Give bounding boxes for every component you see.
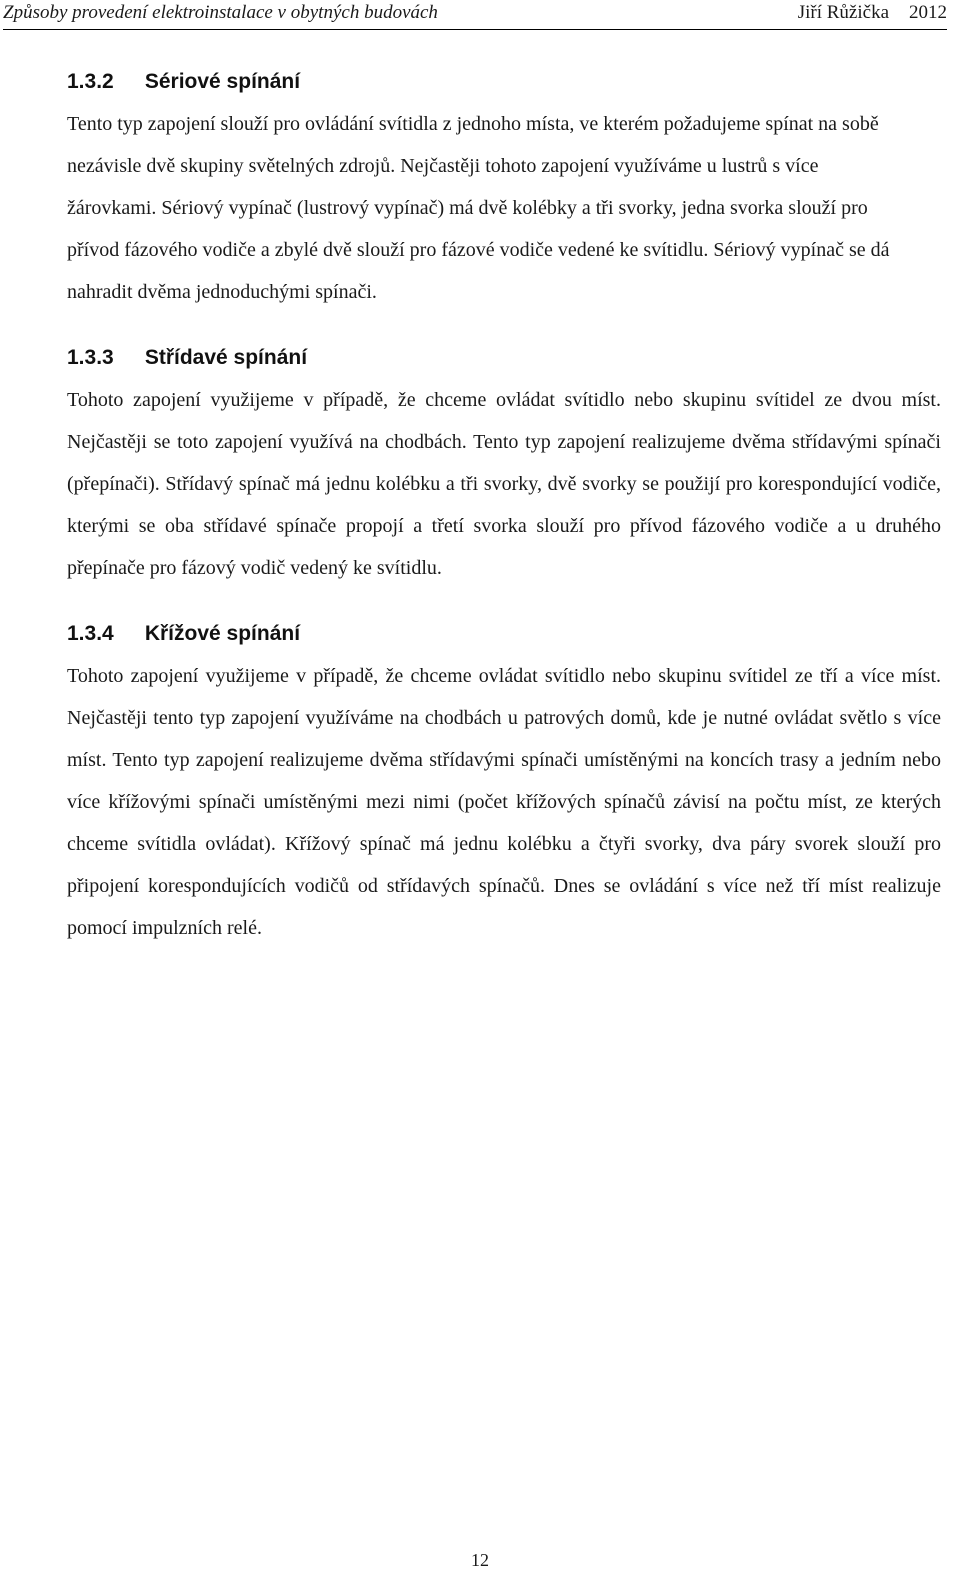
- page-content: [67, 61, 941, 949]
- page-number: 12: [471, 1550, 489, 1570]
- section-heading: [67, 613, 941, 655]
- section-title: Střídavé spínání: [144, 346, 308, 369]
- section-number: 1.3.3: [67, 346, 114, 369]
- section-title: Křížové spínání: [144, 622, 301, 645]
- author-name: Jiří Růžička: [797, 2, 889, 23]
- section-serial-switching: [67, 61, 941, 313]
- section-gap: [67, 313, 941, 337]
- section-title: Sériové spínání: [144, 70, 301, 93]
- header-meta: [798, 0, 947, 26]
- section-cross-switching: [67, 613, 941, 949]
- section-heading: [67, 61, 941, 103]
- section-paragraph: Tento typ zapojení slouží pro ovládání svítidla z jednoho místa, ve kterém požadujeme spínat na sobě nezávisle dvě skupiny světelných zdrojů. Nejčastěji tohoto zapojení využíváme u lustrů s více žárovkami. Sériový vypínač (lustrový vypínač) má dvě kolébky a tři svorky, jedna svorka slouží pro přívod fázového vodiče a zbylé dvě slouží pro fázové vodiče vedené ke svítidlu. Sériový vypínač se dá nahradit dvěma jednoduchými spínači.: [67, 113, 890, 303]
- section-paragraph: Tohoto zapojení využijeme v případě, že chceme ovládat svítidlo nebo skupinu svítidel ze dvou míst. Nejčastěji se toto zapojení využívá na chodbách. Tento typ zapojení realizujeme dvěma střídavými spínači (přepínači). Střídavý spínač má jednu kolébku a tři svorky, dvě svorky se použijí pro korespondující vodiče, kterými se oba střídavé spínače propojí a třetí svorka slouží pro přívod fázového vodiče a u druhého přepínače pro fázový vodič vedený ke svítidlu.: [67, 389, 941, 579]
- section-heading: [67, 337, 941, 379]
- section-gap: [67, 589, 941, 613]
- section-paragraph: Tohoto zapojení využijeme v případě, že chceme ovládat svítidlo nebo skupinu svítidel ze tří a více míst. Nejčastěji tento typ zapojení využíváme na chodbách u patrových domů, kde je nutné ovládat světlo s více míst. Tento typ zapojení realizujeme dvěma střídavými spínači umístěnými na koncích trasy a jedním nebo více křížovými spínači umístěnými mezi nimi (počet křížových spínačů závisí na počtu míst, ze kterých chceme svítidla ovládat). Křížový spínač má jednu kolébku a čtyři svorky, dva páry svorek slouží pro připojení korespondujících vodičů od střídavých spínačů. Dnes se ovládání s více než tří míst realizuje pomocí impulzních relé.: [67, 665, 941, 939]
- section-number: 1.3.2: [67, 70, 114, 93]
- section-alternating-switching: [67, 337, 941, 589]
- document-year: 2012: [909, 2, 947, 23]
- section-number: 1.3.4: [67, 622, 114, 645]
- running-header: [3, 0, 947, 30]
- document-title: Způsoby provedení elektroinstalace v obytných budovách: [3, 2, 438, 23]
